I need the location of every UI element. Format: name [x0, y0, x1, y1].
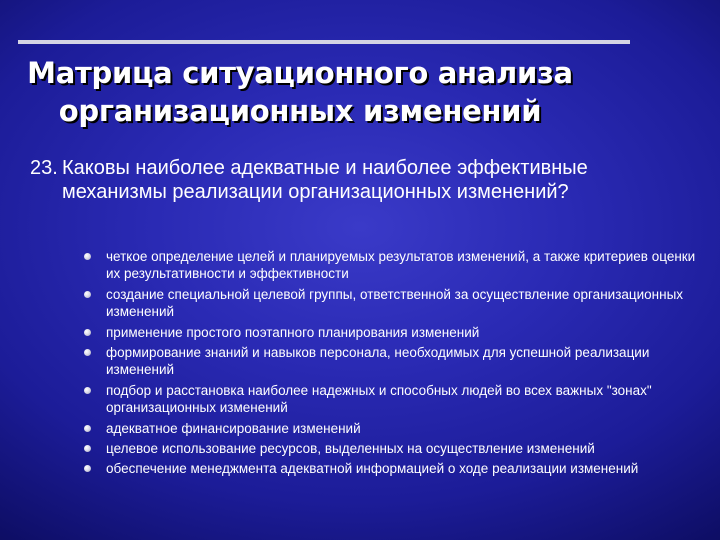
slide-title-line-1: Матрица ситуационного анализа [27, 56, 573, 90]
list-item [82, 460, 702, 477]
bullet-icon [84, 329, 91, 336]
list-item [82, 344, 702, 379]
list-item-text: целевое использование ресурсов, выделенных на осуществление изменений [106, 441, 595, 457]
question-number: 23. [30, 157, 58, 179]
top-divider [18, 40, 630, 44]
list-item [82, 382, 702, 417]
bullet-icon [84, 425, 91, 432]
bullet-icon [84, 465, 91, 472]
mechanisms-list [82, 248, 702, 481]
bullet-icon [84, 445, 91, 452]
list-item-text: создание специальной целевой группы, ответственной за осуществление организационных изменений [106, 286, 684, 320]
question-block [30, 156, 590, 204]
list-item-text: подбор и расстановка наиболее надежных и способных людей во всех важных "зонах" организационных изменений [106, 382, 652, 416]
list-item [82, 420, 702, 437]
slide-title [0, 54, 600, 130]
list-item [82, 248, 702, 283]
list-item-text: обеспечение менеджмента адекватной информацией о ходе реализации изменений [106, 461, 639, 477]
bullet-icon [84, 253, 91, 260]
question-text: Каковы наиболее адекватные и наиболее эффективные механизмы реализации организационных изменений? [62, 157, 588, 203]
list-item-text: формирование знаний и навыков персонала, необходимых для успешной реализации изменений [106, 345, 650, 378]
list-item [82, 324, 702, 341]
slide-title-line-2: организационных изменений [58, 94, 542, 128]
bullet-icon [84, 387, 91, 394]
list-item [82, 440, 702, 457]
bullet-icon [84, 291, 91, 298]
list-item-text: применение простого поэтапного планирования изменений [106, 324, 480, 340]
list-item [82, 286, 702, 321]
list-item-text: адекватное финансирование изменений [106, 420, 361, 436]
bullet-icon [84, 349, 91, 356]
list-item-text: четкое определение целей и планируемых результатов изменений, а также критериев оценки их результативности и эффективности [106, 249, 696, 282]
